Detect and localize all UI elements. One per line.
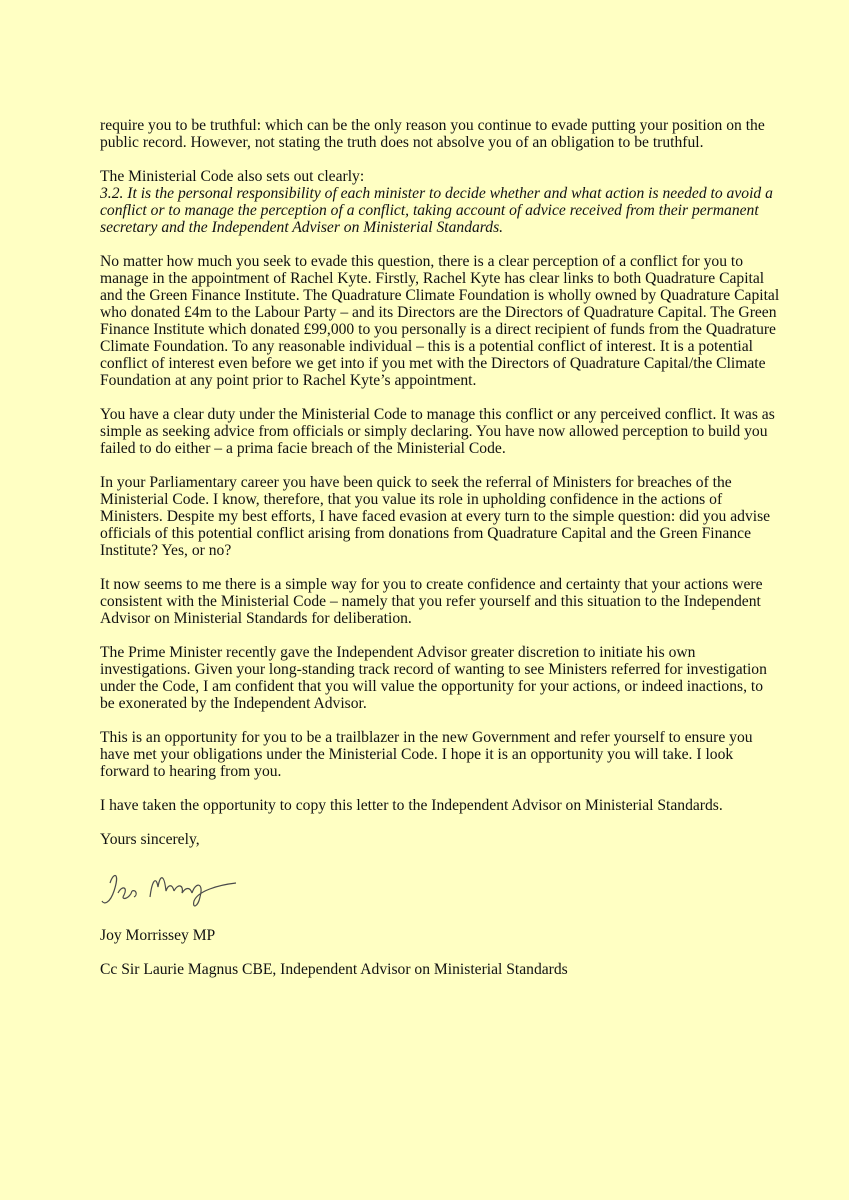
paragraph-parliamentary-career: In your Parliamentary career you have been quick to seek the referral of Ministers for breaches of the Ministerial Code. I know, therefore, that you value its role in upholding confidence in the actions of Ministers. Despite my best efforts, I have faced evasion at every turn to the simple question: did you advise officials of this potential conflict arising from donations from Quadrature Capital and the Green Finance Institute? Yes, or no? — [100, 474, 771, 559]
paragraph-truthful: require you to be truthful: which can be the only reason you continue to evade putting your position on the public record. However, not stating the truth does not absolve you of an obligation to be truthful. — [100, 117, 765, 151]
paragraph-opportunity: This is an opportunity for you to be a trailblazer in the new Government and refer yourself to ensure you have met your obligations under the Ministerial Code. I hope it is an opportunity you will take. I look forward to hearing from you. — [100, 729, 753, 780]
ministerial-code-intro: The Ministerial Code also sets out clearly: — [100, 168, 365, 185]
paragraph-copy-letter: I have taken the opportunity to copy this letter to the Independent Advisor on Ministerial Standards. — [100, 797, 723, 814]
letter-body — [100, 117, 780, 995]
paragraph-clear-duty: You have a clear duty under the Ministerial Code to manage this conflict or any perceived conflict. It was as simple as seeking advice from officials or simply declaring. You have now allowed perception to build you failed to do either – a prima facie breach of the Ministerial Code. — [100, 406, 775, 457]
handwritten-signature — [100, 861, 240, 915]
signature-icon — [100, 861, 240, 915]
paragraph-simple-way: It now seems to me there is a simple way for you to create confidence and certainty that your actions were consistent with the Ministerial Code – namely that you refer yourself and this situation to the Independent Advisor on Ministerial Standards for deliberation. — [100, 576, 763, 627]
signatory-name: Joy Morrissey MP — [100, 927, 216, 944]
paragraph-ministerial-code — [100, 168, 780, 236]
ministerial-code-quote: 3.2. It is the personal responsibility of each minister to decide whether and what action is needed to avoid a conflict or to manage the perception of a conflict, taking account of advice received from their permanent secretary and the Independent Adviser on Ministerial Standards. — [100, 185, 773, 236]
carbon-copy-line: Cc Sir Laurie Magnus CBE, Independent Advisor on Ministerial Standards — [100, 961, 568, 978]
paragraph-prime-minister: The Prime Minister recently gave the Independent Advisor greater discretion to initiate his own investigations. Given your long-standing track record of wanting to see Ministers referred for investigation under the Code, I am confident that you will value the opportunity for your actions, or indeed inactions, to be exonerated by the Independent Advisor. — [100, 644, 767, 712]
paragraph-perception-conflict: No matter how much you seek to evade this question, there is a clear perception of a conflict for you to manage in the appointment of Rachel Kyte. Firstly, Rachel Kyte has clear links to both Quadrature Capital and the Green Finance Institute. The Quadrature Climate Foundation is wholly owned by Quadrature Capital who donated £4m to the Labour Party – and its Directors are the Directors of Quadrature Capital. The Green Finance Institute which donated £99,000 to you personally is a direct recipient of funds from the Quadrature Climate Foundation. To any reasonable individual – this is a potential conflict of interest. It is a potential conflict of interest even before we get into if you met with the Directors of Quadrature Capital/the Climate Foundation at any point prior to Rachel Kyte’s appointment. — [100, 253, 780, 389]
closing-salutation: Yours sincerely, — [100, 831, 200, 848]
